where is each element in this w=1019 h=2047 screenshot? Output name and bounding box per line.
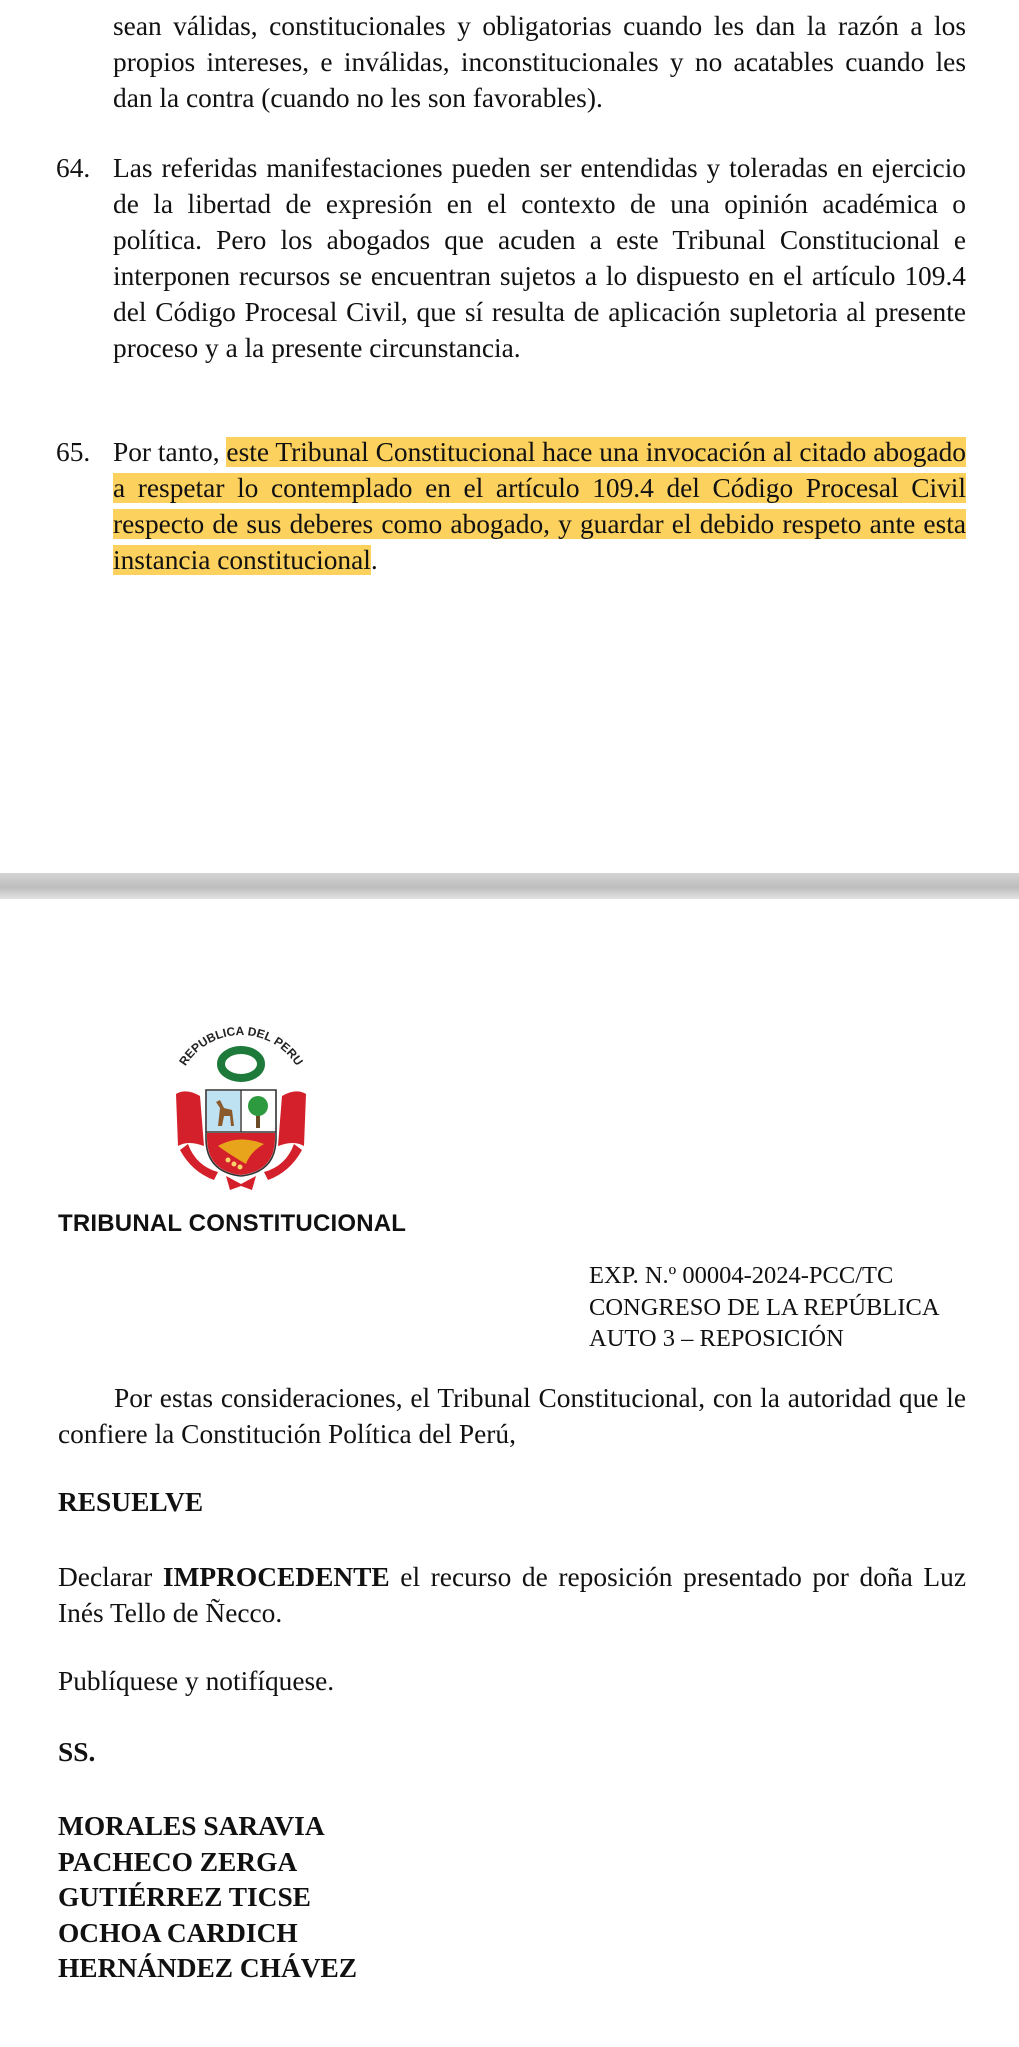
left-flag <box>176 1091 204 1146</box>
case-number: EXP. N.º 00004-2024-PCC/TC <box>589 1262 894 1289</box>
publication-order: Publíquese y notifíquese. <box>58 1666 335 1696</box>
paragraph-number: 64. <box>56 153 91 183</box>
paragraph-65 <box>56 434 966 578</box>
signatory-name: PACHECO ZERGA <box>58 1846 298 1877</box>
decision-text: el recurso de reposición presentado por doña Luz Inés Tello de Ñecco. <box>58 1562 966 1628</box>
decision-intro: Declarar <box>58 1562 163 1592</box>
paragraph-text: Las referidas manifestaciones pueden ser entendidas y toleradas en ejercicio de la libertad de expresión en el contexto de una opinión académica o política. Pero los abogados que acuden a este Tribunal Constitucional e interponen recursos se encuentran sujetos a lo dispuesto en el artículo 109.4 del Código Procesal Civil, que sí resulta de aplicación supletoria al presente proceso y a la presente circunstancia. <box>113 153 966 363</box>
page-separator <box>0 873 1019 899</box>
laurel-wreath <box>221 1050 261 1078</box>
signatory-name: GUTIÉRREZ TICSE <box>58 1882 311 1912</box>
case-party: CONGRESO DE LA REPÚBLICA <box>589 1293 940 1321</box>
considerations-paragraph: Por estas consideraciones, el Tribunal Constitucional, con la autoridad que le confiere la Constitución Política del Perú, <box>58 1383 966 1449</box>
highlighted-text: este Tribunal Constitucional hace una invocación al citado abogado a respetar lo contemplado en el artículo 109.4 del Código Procesal Civil respecto de sus deberes como abogado, y guardar el debido respeto ante esta instancia constitucional <box>113 437 966 575</box>
paragraph-number: 65. <box>56 437 91 467</box>
signatory-name: HERNÁNDEZ CHÁVEZ <box>58 1953 358 1983</box>
ss-label: SS. <box>58 1737 96 1767</box>
signatory-name: MORALES SARAVIA <box>58 1811 325 1841</box>
decision-verdict: IMPROCEDENTE <box>162 1562 390 1592</box>
resuelve-heading: RESUELVE <box>58 1487 204 1517</box>
peru-coat-of-arms-logo <box>168 1026 314 1196</box>
case-info <box>589 1260 940 1355</box>
right-flag <box>278 1091 306 1146</box>
signatory-name: OCHOA CARDICH <box>58 1917 298 1948</box>
case-auto: AUTO 3 – REPOSICIÓN <box>589 1325 844 1352</box>
institution-title: TRIBUNAL CONSTITUCIONAL <box>58 1210 407 1237</box>
cinchona-tree-icon <box>248 1096 268 1116</box>
paragraph-64 <box>56 150 966 366</box>
document-page-top <box>0 0 1019 873</box>
paragraph-text-end: . <box>370 545 378 575</box>
crest-arc-text: REPUBLICA DEL PERU <box>176 1026 306 1069</box>
signatories-list <box>58 1809 357 1987</box>
paragraph-text: sean válidas, constitucionales y obligatorias cuando les dan la razón a los propios intereses, e inválidas, inconstitucionales y no acatables cuando les dan la contra (cuando no les son favorables). <box>113 11 966 113</box>
paragraph-text-intro: Por tanto, <box>113 437 227 467</box>
decision-paragraph <box>58 1559 966 1631</box>
paragraph-63-continuation <box>113 8 966 116</box>
